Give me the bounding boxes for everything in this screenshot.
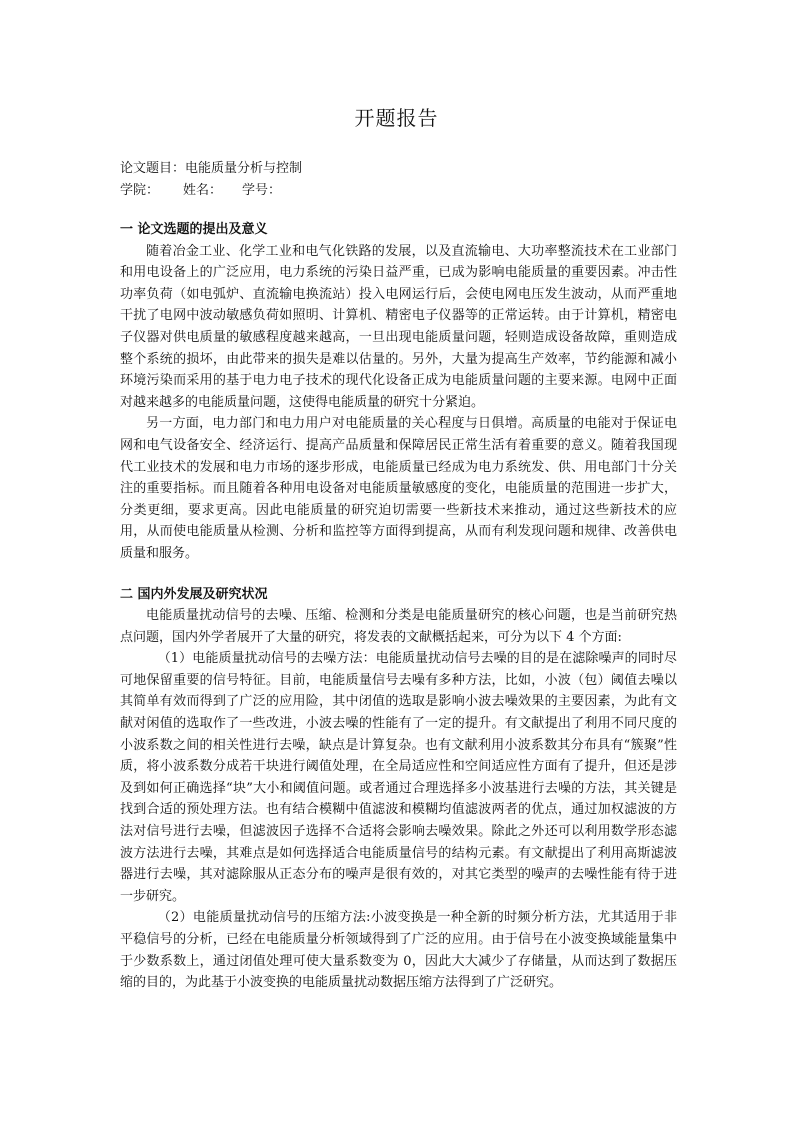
paragraph: （1）电能质量扰动信号的去噪方法：电能质量扰动信号去噪的目的是在滤除噪声的同时尽可地保留重要的信号特征。目前，电能质量信号去噪有多种方法，比如，小波（包）阈值去噪以其简单有效而得到了广泛的应用险，其中闭值的选取是影响小波去噪效果的主要因素，为此有文献对闲值的选取作了一些改进，小波去噪的性能有了一定的提升。有文献提出了利用不同尺度的小波系数之间的相关性进行去噪，缺点是计算复杂。也有文献利用小波系数其分布具有“簇聚”性质，将小波系数分成若干块进行阈值处理，在全局适应性和空间适应性方面有了提升，但还是涉及到如何正确选择“块”大小和阈值问题。或者通过合理选择多小波基进行去噪的方法，其关键是找到合适的预处理方法。也有结合模糊中值滤波和模糊均值滤波两者的优点，通过加权滤波的方法对信号进行去噪，但滤波因子选择不合适将会影响去噪效果。除此之外还可以利用数学形态滤波方法进行去噪，其难点是如何选择适合电能质量信号的结构元素。有文献提出了利用高斯滤波器进行去噪，其对滤除服从正态分布的噪声是很有效的，对其它类型的噪声的去噪性能有待于进一步研究。 [120,651,677,904]
page-title: 开题报告 [354,106,439,130]
paragraph: 另一方面，电力部门和电力用户对电能质量的关心程度与日俱增。高质量的电能对于保证电网和电气设备安全、经济运行、提高产品质量和保障居民正常生活有着重要的意义。随着我国现代工业技术的发展和电力市场的逐步形成，电能质量已经成为电力系统发、供、用电部门十分关注的重要指标。而且随着各种用电设备对电能质量敏感度的变化，电能质量的范围进一步扩大，分类更细，要求更高。因此电能质量的研究迫切需要一些新技术来推动，通过这些新技术的应用，从而使电能质量从检测、分析和监控等方面得到提高，从而有利发现问题和规律、改善供电质量和服务。 [120,416,677,561]
student-id-label: 学号： [242,183,282,198]
section-1 [120,219,677,565]
thesis-title-value: 电能质量分析与控制 [185,161,303,176]
paragraph: （2）电能质量扰动信号的压缩方法:小波变换是一种全新的时频分析方法，尤其适用于非平稳信号的分析，已经在电能质量分析领域得到了广泛的应用。由于信号在小波变换域能量集中于少数系数上，通过闭值处理可使大量系数变为 0，因此大大减少了存储量，从而达到了数据压缩的目的，为此基于小波变换的电能质量扰动数据压缩方法得到了广泛研究。 [120,910,677,991]
section-heading: 一 论文选题的提出及意义 [120,222,268,237]
section-2 [120,584,677,994]
student-info-line [120,180,281,202]
name-label: 姓名： [183,183,223,198]
paragraph: 电能质量扰动信号的去噪、压缩、检测和分类是电能质量研究的核心问题，也是当前研究热点问题，国内外学者展开了大量的研究，将发表的文献概括起来，可分为以下 4 个方面: [120,608,677,645]
section-spacer [120,565,677,584]
paragraph: 随着冶金工业、化学工业和电气化铁路的发展，以及直流输电、大功率整流技术在工业部门和用电设备上的广泛应用，电力系统的污染日益严重，已成为影响电能质量的重要因素。冲击性功率负荷（如电弧炉、直流输电换流站）投入电网运行后，会使电网电压发生波动，从而严重地干扰了电网中波动敏感负荷如照明、计算机、精密电子仪器等的正常运转。由于计算机，精密电子仪器对供电质量的敏感程度越来越高，一旦出现电能质量问题，轻则造成设备故障，重则造成整个系统的损坏，由此带来的损失是难以估量的。另外，大量为提高生产效率，节约能源和减小环境污染而采用的基于电力电子技术的现代化设备正成为电能质量问题的主要来源。电网中正面对越来越多的电能质量问题，这使得电能质量的研究十分紧迫。 [120,243,677,410]
section-heading: 二 国内外发展及研究状况 [120,586,268,602]
document-body [120,219,677,994]
thesis-title-line [120,158,302,180]
college-label: 学院： [120,183,160,198]
thesis-title-label: 论文题目： [120,161,186,176]
